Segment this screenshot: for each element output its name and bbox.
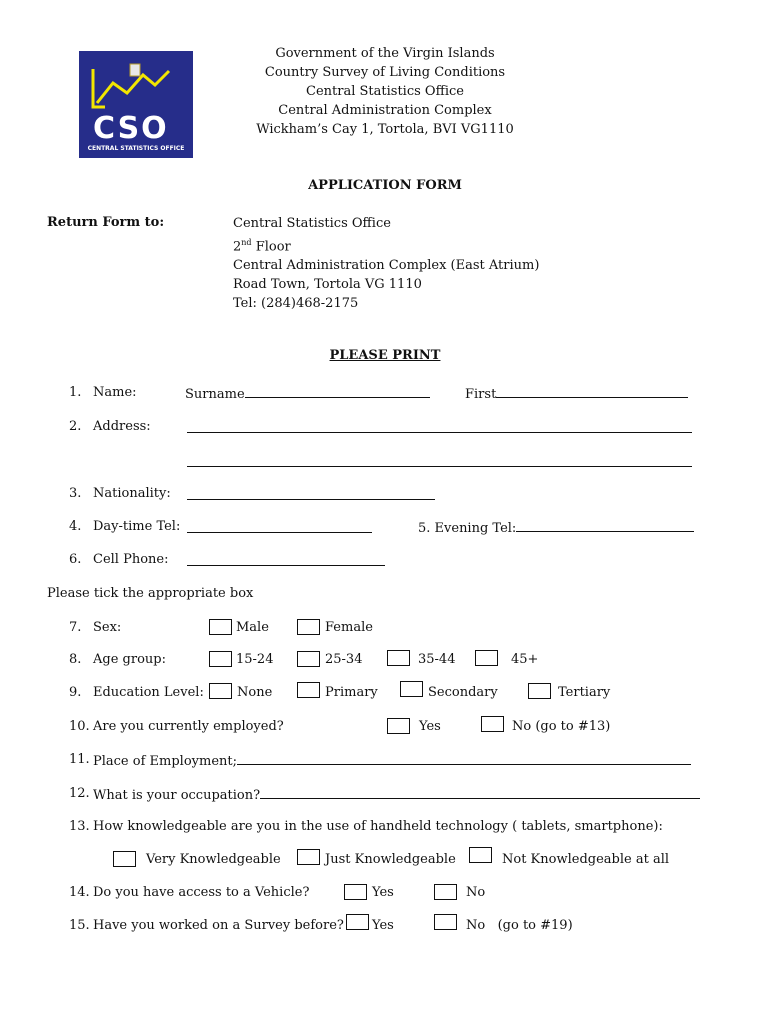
please-print-heading: PLEASE PRINT [329, 348, 441, 363]
option-age-15-24: 15-24 [236, 652, 274, 667]
option-edu-primary: Primary [325, 685, 378, 700]
option-age-25-34: 25-34 [325, 652, 363, 667]
checkbox-age-25-34[interactable] [297, 651, 320, 667]
q14-number: 14. [69, 885, 90, 900]
checkbox-not-knowledgeable[interactable] [469, 847, 492, 863]
q2-label: Address: [93, 419, 151, 434]
checkbox-vehicle-no[interactable] [434, 884, 457, 900]
occupation-field[interactable]: What is your occupation? [93, 786, 700, 803]
option-survey-no: No (go to #19) [466, 918, 573, 933]
option-edu-secondary: Secondary [428, 685, 498, 700]
nationality-field[interactable] [187, 487, 435, 500]
first-name-field[interactable]: First [465, 385, 688, 402]
cell-phone-field[interactable] [187, 553, 385, 566]
option-male: Male [236, 620, 269, 635]
checkbox-survey-no[interactable] [434, 914, 457, 930]
q8-label: Age group: [93, 652, 166, 667]
checkbox-edu-secondary[interactable] [400, 681, 423, 697]
checkbox-age-15-24[interactable] [209, 651, 232, 667]
header-line: Country Survey of Living Conditions [264, 65, 506, 80]
q12-number: 12. [69, 786, 90, 801]
q13-label: How knowledgeable are you in the use of handheld technology ( tablets, smartphone): [93, 819, 663, 834]
option-age-35-44: 35-44 [418, 652, 456, 667]
place-of-employment-field[interactable]: Place of Employment; [93, 752, 691, 769]
checkbox-age-35-44[interactable] [387, 650, 410, 666]
header-line: Central Statistics Office [306, 84, 464, 99]
return-line: Central Statistics Office [233, 216, 391, 231]
option-just-knowledgeable: Just Knowledgeable [325, 852, 456, 867]
header-line: Government of the Virgin Islands [275, 46, 495, 61]
checkbox-male[interactable] [209, 619, 232, 635]
option-female: Female [325, 620, 373, 635]
address-line-2[interactable] [187, 454, 692, 467]
return-line: Road Town, Tortola VG 1110 [233, 277, 422, 293]
checkbox-very-knowledgeable[interactable] [113, 851, 136, 867]
q9-label: Education Level: [93, 685, 204, 700]
evening-tel-field[interactable]: 5. Evening Tel: [418, 519, 694, 536]
form-title: APPLICATION FORM [308, 178, 462, 193]
return-line: 2nd Floor [233, 238, 291, 255]
checkbox-edu-primary[interactable] [297, 682, 320, 698]
address-line-1[interactable] [187, 420, 692, 433]
tick-instruction: Please tick the appropriate box [47, 586, 254, 601]
checkbox-employed-no[interactable] [481, 716, 504, 732]
option-vehicle-no: No [466, 885, 486, 900]
surname-field[interactable]: Surname [185, 385, 430, 402]
option-very-knowledgeable: Very Knowledgeable [146, 852, 281, 867]
option-edu-none: None [237, 685, 273, 700]
cso-logo [79, 51, 193, 158]
header-address-block [200, 44, 570, 139]
coat-of-arms-icon [130, 64, 140, 76]
q11-number: 11. [69, 752, 90, 767]
q9-number: 9. [69, 685, 82, 700]
logo-text: CSO [93, 111, 169, 146]
q4-number: 4. [69, 519, 82, 534]
checkbox-edu-none[interactable] [209, 683, 232, 699]
option-survey-yes: Yes [372, 918, 394, 933]
q1-number: 1. [69, 385, 82, 400]
checkbox-edu-tertiary[interactable] [528, 683, 551, 699]
option-edu-tertiary: Tertiary [558, 685, 611, 700]
q2-number: 2. [69, 419, 82, 434]
option-employed-no: No (go to #13) [512, 719, 611, 734]
q4-label: Day-time Tel: [93, 519, 181, 534]
logo-subtitle: CENTRAL STATISTICS OFFICE [87, 145, 185, 152]
q7-label: Sex: [93, 620, 122, 635]
q10-number: 10. [69, 719, 90, 734]
q3-label: Nationality: [93, 486, 171, 501]
checkbox-survey-yes[interactable] [346, 914, 369, 930]
q6-number: 6. [69, 552, 82, 567]
q3-number: 3. [69, 486, 82, 501]
q1-label: Name: [93, 385, 137, 400]
checkbox-vehicle-yes[interactable] [344, 884, 367, 900]
checkbox-female[interactable] [297, 619, 320, 635]
q15-number: 15. [69, 918, 90, 933]
option-employed-yes: Yes [419, 719, 441, 734]
checkbox-just-knowledgeable[interactable] [297, 849, 320, 865]
daytime-tel-field[interactable] [187, 520, 372, 533]
option-vehicle-yes: Yes [372, 885, 394, 900]
checkbox-employed-yes[interactable] [387, 718, 410, 734]
q7-number: 7. [69, 620, 82, 635]
option-age-45-plus: 45+ [511, 652, 539, 667]
q6-label: Cell Phone: [93, 552, 169, 567]
q13-number: 13. [69, 819, 90, 834]
q14-label: Do you have access to a Vehicle? [93, 885, 310, 900]
header-line: Wickham’s Cay 1, Tortola, BVI VG1110 [256, 122, 514, 137]
checkbox-age-45-plus[interactable] [475, 650, 498, 666]
return-line: Central Administration Complex (East Atrium) [233, 258, 540, 274]
q10-label: Are you currently employed? [93, 719, 284, 734]
header-line: Central Administration Complex [278, 103, 492, 118]
q8-number: 8. [69, 652, 82, 667]
return-form-label: Return Form to: [47, 215, 165, 230]
option-not-knowledgeable: Not Knowledgeable at all [502, 852, 670, 867]
return-address-block [233, 214, 539, 313]
return-line: Tel: (284)468-2175 [233, 296, 359, 312]
q15-label: Have you worked on a Survey before? [93, 918, 344, 933]
